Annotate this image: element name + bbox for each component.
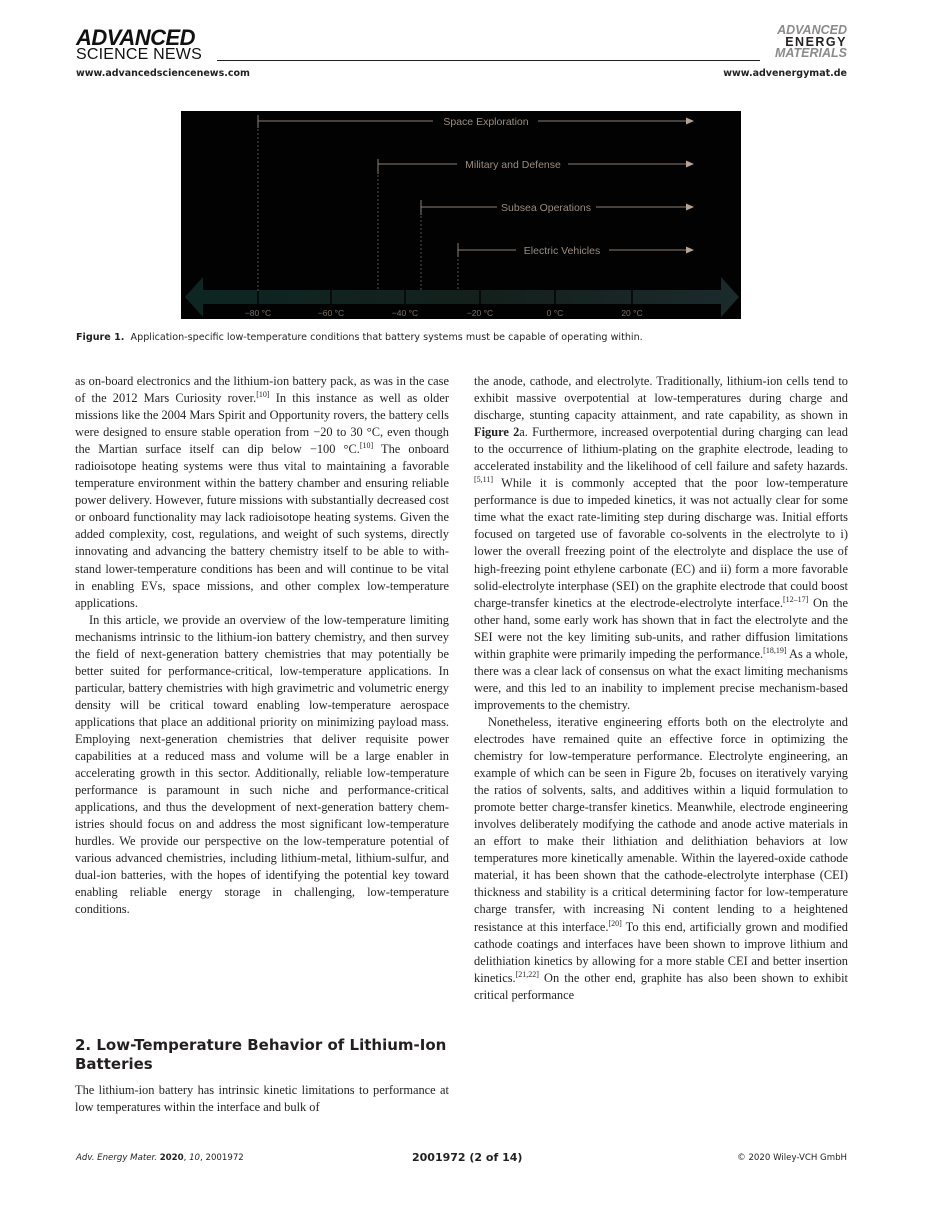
citation-link[interactable]: [5,11]	[474, 475, 494, 485]
citation-link[interactable]: [20]	[608, 918, 622, 928]
publisher-url-link[interactable]: www.advancedsciencenews.com	[76, 68, 250, 79]
left-column	[75, 373, 449, 919]
figure-caption-text: Application-specific low-temperature conditions that battery systems must be capable of operating within.	[130, 332, 643, 343]
figure-1	[181, 111, 741, 319]
paragraph	[75, 373, 449, 612]
label-space-exploration: Space Exploration	[443, 116, 529, 128]
tick-minus-40: −40 °C	[391, 308, 419, 318]
text-run: the anode, cathode, and electrolyte. Traditionally, lithium-ion cells tend to exhibit massive overpotential at low-temperatures during charge and discharge, stunting capacity attainment, and rate capability, as shown in	[474, 374, 848, 423]
right-column	[474, 373, 848, 1004]
journal-logo-line1: ADVANCED	[777, 23, 847, 37]
text-run: Nonetheless, iterative engineering efforts both on the electrolyte and electrodes have remained quite an effective force in optimizing the chemistry for low-temperature performance. Electrolyte engineering, an example of which can be seen in Figure 2b, focuses on iteratively varying the ratios of solvents, salts, and additives within a liquid formulation to promote better charge-transfer kinetics. Meanwhile, electrode engineering involves deliberately modifying the cathode and anode active materials in an effort to make their lithiation and delithiation behaviors at low temperatures more kinetically amenable. Within the layered-oxide cathode material, it has been shown that the cathode-electrolyte interphase (CEI) thickness and stability is a critical determining factor for low-temperature charge transfer, with increasing Ni content lending to a heightened resistance at this interface.	[474, 714, 848, 934]
footer-citation: Adv. Energy Mater. 2020, 10, 2001972	[76, 1153, 244, 1163]
label-electric-vehicles: Electric Vehicles	[523, 245, 601, 257]
journal-year: 2020	[159, 1153, 184, 1163]
page-number: 2001972 (2 of 14)	[412, 1151, 523, 1164]
paragraph	[474, 373, 848, 714]
figure-reference-link[interactable]: Figure 2	[474, 425, 520, 440]
text-run: as on-board electronics and the lithium-ion battery pack, as was in the case of the 2012 Mars Curiosity rover.	[75, 374, 449, 406]
figure-label: Figure 1.	[76, 332, 125, 343]
citation-link[interactable]: [10]	[359, 441, 374, 451]
section-heading: 2. Low-Temperature Behavior of Lithium-Ion Batteries	[75, 1036, 447, 1073]
text-run: In this instance as well as older missions like the 2004 Mars Spirit and Opportunity rovers, the battery cells were designed to ensure stable operation from −20 to 30 °C, even though the Martian surface itself can dip below −100 °C.	[75, 391, 449, 457]
temperature-timeline-chart	[181, 111, 741, 319]
text-run: To this end, artificially grown and modified cathode coatings and interfaces have been shown to improve lithium and delithiation kinetics by allowing for a more stable CEI and better insertion kinetics.	[474, 919, 848, 985]
journal-name: Adv. Energy Mater.	[76, 1153, 157, 1163]
journal-url-link[interactable]: www.advenergymat.de	[723, 68, 847, 79]
text-run: On the other hand, some early work has shown that in fact the electrolyte and the SEI were not the key limiting sub-units, and rather diffusion limitations within graphite were primarily impeding the performance.	[474, 595, 848, 661]
tick-20: 20 °C	[621, 308, 643, 318]
article-number: 2001972	[205, 1153, 244, 1163]
text-run: The onboard radioisotope heating systems were thus vital to maintaining a favorable temperature environment within the battery chamber and ensuring reliable power delivery. However, future missions with substantially decreased cost or onboard functionality may lack radioisotope heating systems. Given the added complexity, cost, regulations, and weight of such systems, directly innovating and advancing the battery chemistry itself to be able to withstand lower-temperature conditions has been and will continue to be vital in enabling EVs, space missions, and other complex low-temperature applications.	[75, 442, 449, 610]
guide-lines	[258, 121, 458, 291]
text-run: As a whole, there was a clear lack of consensus on what the exact limiting mechanisms were, and this led to an inability to implement precise mechanism-based improvements to the chemistry.	[474, 646, 849, 712]
paragraph: The lithium-ion battery has intrinsic kinetic limitations to performance at low temperatures within the interface and bulk of	[75, 1083, 449, 1115]
range-arrows	[258, 115, 694, 257]
tick-minus-20: −20 °C	[466, 308, 494, 318]
journal-logo	[775, 25, 847, 60]
figure-caption	[76, 332, 643, 343]
citation-link[interactable]: [10]	[256, 390, 270, 400]
journal-logo-line3: MATERIALS	[775, 46, 847, 60]
copyright: © 2020 Wiley-VCH GmbH	[737, 1153, 847, 1163]
tick-minus-60: −60 °C	[317, 308, 345, 318]
citation-link[interactable]: [12–17]	[783, 594, 809, 604]
paragraph	[474, 714, 848, 1004]
journal-volume: 10	[189, 1153, 201, 1163]
label-military-defense: Military and Defense	[465, 159, 561, 171]
header-rule	[217, 60, 760, 61]
section-body	[75, 1082, 449, 1116]
text-run: On the other end, graphite has also been shown to exhibit critical performance	[474, 970, 848, 1002]
tick-minus-80: −80 °C	[244, 308, 272, 318]
citation-link[interactable]: [21,22]	[515, 969, 539, 979]
tick-0: 0 °C	[546, 308, 564, 318]
paragraph: In this article, we provide an overview of the low-temperature limiting mechanisms intrinsic to the lithium-ion battery chemistry, and then survey the field of next-generation battery chemistries that may potentially be better suited for performance-critical, low-temperature applications. In particular, battery chemistries with high gravimetric and volumetric energy density will be critical toward enabling low-temperature aerospace applications that place an additional priority on minimizing payload mass. Employing next-generation chemistries that deliver requisite power capabilities at a reduced mass and volume will be a large enabler in accelerating growth in this sector. Additionally, reliable low-temperature performance is paramount in such niche and performance-critical applications, and thus the development of next-generation battery chemistries should focus on and address the most significant low-temperature hurdles. We provide our perspective on the low-temperature potential of various advanced chemistries, including lithium-metal, lithium-sulfur, and dual-ion batteries, with the hopes of identifying the potential key toward enabling reliable energy storage in challenging, low-temperature conditions.	[75, 612, 449, 917]
text-run: While it is commonly accepted that the poor low-temperature performance is due to impeded kinetics, it was not actually clear for some time what the exact rate-limiting step during discharge was. Initial efforts focused on targeted use of favorable co-solvents in the electrolyte to i) lower the overall freezing point of the electrolyte and displace the use of high-freezing point ethylene carbonate (EC) and ii) form a more favorable solid-electrolyte interphase (SEI) on the graphite electrode that could boost charge-transfer kinetics at the electrode-electrolyte interface.	[474, 476, 848, 610]
advanced-science-news-logo-bottom: SCIENCE NEWS	[76, 46, 202, 63]
journal-logo-line2: ENERGY	[785, 34, 847, 49]
text-run: a. Furthermore, increased overpotential during charging can lead to the occurrence of lithium-plating on the graphite electrode, leading to accelerated instability and the likelihood of cell failure and safety hazards.	[474, 425, 848, 474]
advanced-science-news-logo-top: ADVANCED	[76, 25, 196, 50]
citation-link[interactable]: [18,19]	[763, 645, 787, 655]
label-subsea-operations: Subsea Operations	[501, 202, 591, 214]
